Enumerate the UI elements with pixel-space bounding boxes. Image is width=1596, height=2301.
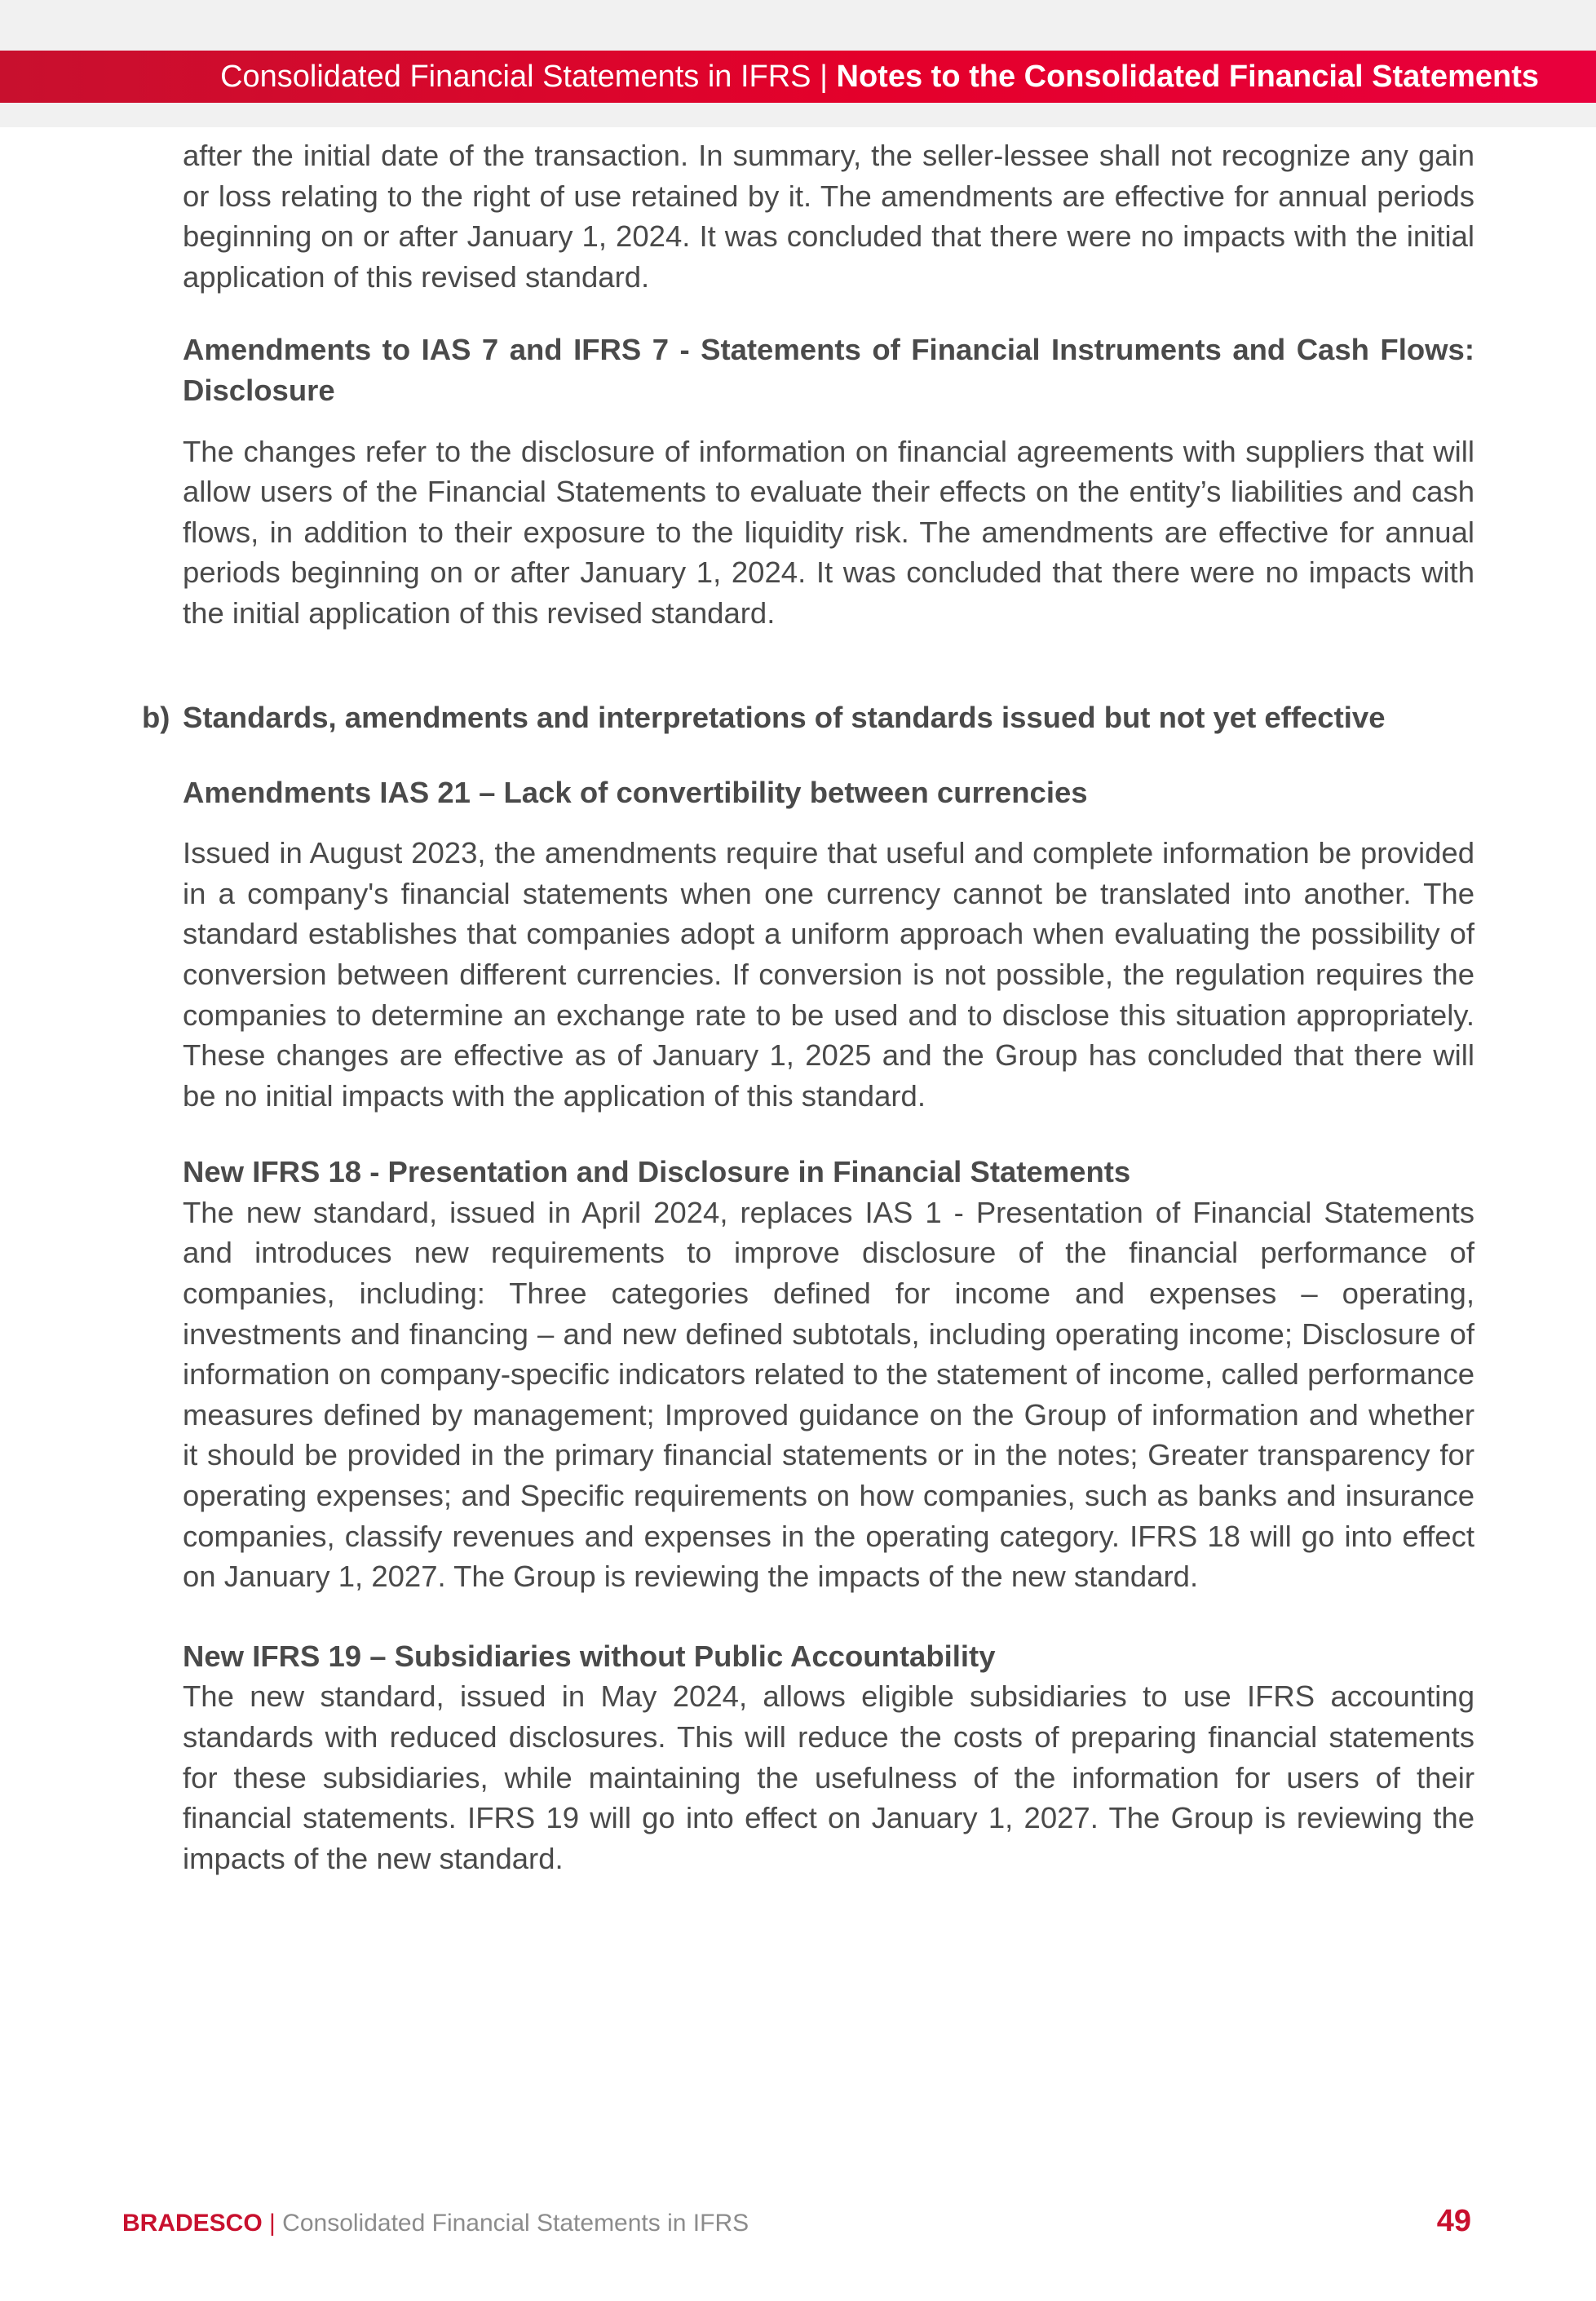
header-separator: | [820,60,828,94]
header-section: Consolidated Financial Statements in IFRS [220,60,811,94]
document-body [142,135,1474,1878]
top-margin [0,0,1596,51]
ifrs18-heading: New IFRS 18 - Presentation and Disclosure in Financial Statements [183,1155,1131,1189]
footer-brand: BRADESCO [122,2210,263,2237]
footer-text: Consolidated Financial Statements in IFRS [282,2210,749,2237]
ifrs18-paragraph: The new standard, issued in April 2024, replaces IAS 1 - Presentation of Financial Statements and introduces new requirements to improve disclosure of the financial performance of companies, including: Three categories defined for income and expenses – operating, investments and financing – and new defined subtotals, including operating income; Disclosure of information on company-specific indicators related to the statement of income, called performance measures defined by management; Improved guidance on the Group of information and whether it should be provided in the primary financial statements or in the notes; Greater transparency for operating expenses; and Specific requirements on how companies, such as banks and insurance companies, classify revenues and expenses in the operating category. IFRS 18 will go into effect on January 1, 2027. The Group is reviewing the impacts of the new standard. [183,1195,1474,1594]
intro-paragraph: after the initial date of the transaction. In summary, the seller-lessee shall not recognize any gain or loss relating to the right of use retained by it. The amendments are effective for annual periods beginning on or after January 1, 2024. It was concluded that there were no impacts with the initial application of this revised standard. [183,139,1474,294]
ifrs19-paragraph: The new standard, issued in May 2024, allows eligible subsidiaries to use IFRS accounting standards with reduced disclosures. This will reduce the costs of preparing financial statements for these subsidiaries, while maintaining the usefulness of the information for users of their financial statements. IFRS 19 will go into effect on January 1, 2027. The Group is reviewing the impacts of the new standard. [183,1679,1474,1875]
page-footer [122,2207,749,2240]
ias7-paragraph: The changes refer to the disclosure of information on financial agreements with suppliers that will allow users of the Financial Statements to evaluate their effects on the entity’s liabilities and cash flows, in addition to their exposure to the liquidity risk. The amendments are effective for annual periods beginning on or after January 1, 2024. It was concluded that there were no impacts with the initial application of this revised standard. [183,434,1474,630]
ias21-heading: Amendments IAS 21 – Lack of convertibility between currencies [183,775,1088,809]
page-number: 49 [1436,2204,1471,2238]
header-shadow [0,103,1596,127]
ias21-paragraph: Issued in August 2023, the amendments require that useful and complete information be provided in a company's financial statements when one currency cannot be translated into another. The standard establishes that companies adopt a uniform approach when evaluating the possibility of conversion between different currencies. If conversion is not possible, the regulation requires the companies to determine an exchange rate to be used and to disclose this situation appropriately. These changes are effective as of January 1, 2025 and the Group has concluded that there will be no initial impacts with the application of this standard. [183,836,1474,1113]
page-header [0,51,1596,103]
ifrs19-heading: New IFRS 19 – Subsidiaries without Public Accountability [183,1639,996,1673]
section-b-marker: b) [142,700,170,734]
section-b [142,699,1474,737]
ias7-heading: Amendments to IAS 7 and IFRS 7 - Statements of Financial Instruments and Cash Flows: Disclosure [183,333,1474,407]
section-b-heading: Standards, amendments and interpretations of standards issued but not yet effective [183,700,1386,734]
footer-separator: | [269,2210,276,2237]
header-subsection: Notes to the Consolidated Financial Statements [836,60,1539,94]
